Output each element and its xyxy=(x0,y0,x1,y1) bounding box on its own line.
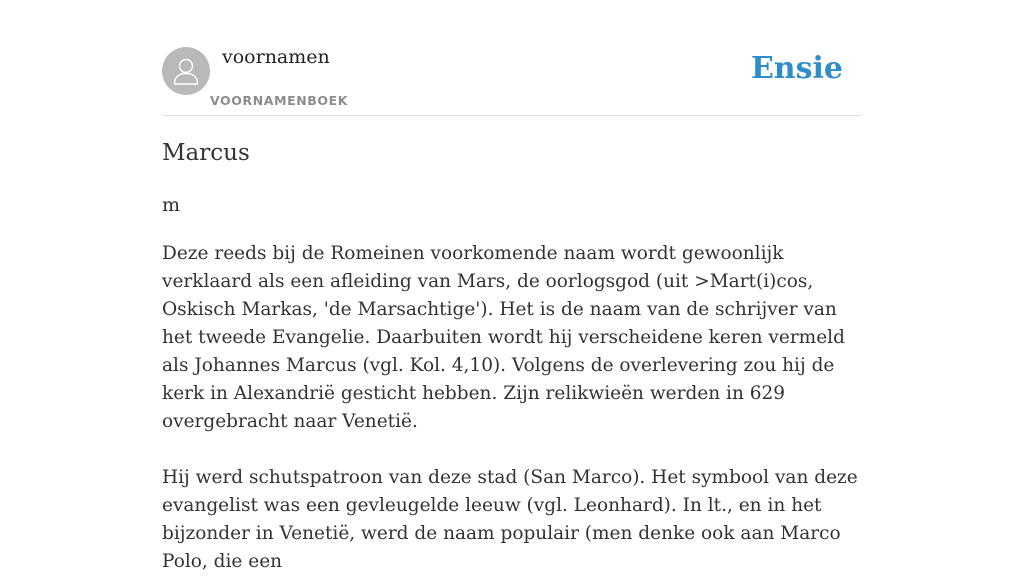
article-body xyxy=(162,240,867,576)
brand-logo-link[interactable]: Ensie xyxy=(750,51,843,86)
article-paragraph: Hij werd schutspatroon van deze stad (San Marco). Het symbool van deze evangelist was een gevleugelde leeuw (vgl. Leonhard). In lt., en in het bijzonder in Venetië, werd de naam populair (men denke ook aan Marco Polo, die een xyxy=(162,467,858,572)
article-title: Marcus xyxy=(162,140,250,166)
article-paragraph: Deze reeds bij de Romeinen voorkomende naam wordt gewoonlijk verklaard als een afleiding van Mars, de oorlogsgod (uit >Mart(i)cos, Oskisch Markas, 'de Marsachtige'). Het is de naam van de schrijver van het tweede Evangelie. Daarbuiten wordt hij verscheidene keren vermeld als Johannes Marcus (vgl. Kol. 4,10). Volgens de overlevering zou hij de kerk in Alexandrië gesticht hebben. Zijn relikwieën werden in 629 overgebracht naar Venetië. xyxy=(162,243,845,432)
article-gender: m xyxy=(162,194,181,216)
header xyxy=(162,0,862,116)
author-avatar[interactable] xyxy=(162,47,210,95)
user-silhouette-icon xyxy=(162,47,210,95)
author-name-link[interactable]: voornamen xyxy=(222,46,330,68)
author-source-label: VOORNAMENBOEK xyxy=(210,93,349,108)
page xyxy=(162,0,862,572)
